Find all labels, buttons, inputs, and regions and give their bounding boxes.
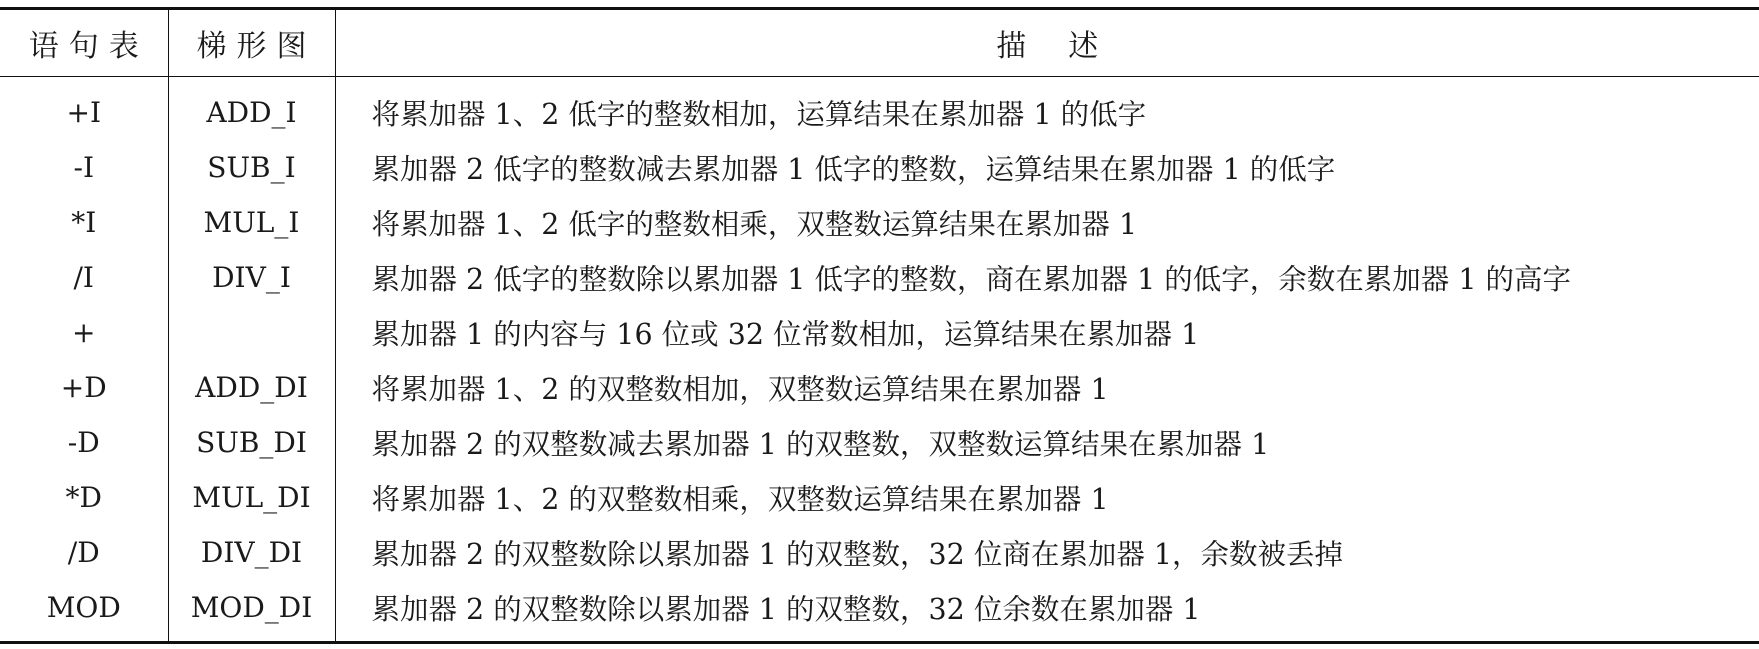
description-cell: 累加器 2 的双整数除以累加器 1 的双整数，32 位余数在累加器 1 [335,580,1759,643]
description-cell: 将累加器 1、2 的双整数相加，双整数运算结果在累加器 1 [371,373,1109,406]
instruction-table-container [0,7,1759,644]
header-description-label: 描述 [996,29,1141,64]
stl-cell: +I [0,77,168,141]
table-row [0,140,1759,195]
stl-cell: -I [0,140,168,195]
ladder-cell: MUL_I [168,195,335,250]
ladder-cell: ADD_I [168,77,335,141]
ladder-cell: SUB_I [168,140,335,195]
description-cell: 累加器 2 低字的整数除以累加器 1 低字的整数，商在累加器 1 的低字，余数在累加器 1 的高字 [371,263,1572,296]
description-cell: 累加器 2 的双整数除以累加器 1 的双整数，32 位商在累加器 1，余数被丢掉 [371,538,1344,571]
header-statement-list-label: 语句表 [28,29,149,64]
header-description [335,9,1759,77]
table-row [0,305,1759,360]
ladder-cell: MUL_DI [168,470,335,525]
ladder-cell: DIV_DI [168,525,335,580]
table-header-row [0,9,1759,77]
stl-cell: MOD [0,580,168,643]
table-row [0,415,1759,470]
table-row [0,360,1759,415]
table-row [0,250,1759,305]
table-row [0,195,1759,250]
header-ladder-diagram [168,9,335,77]
ladder-cell [168,305,335,360]
header-statement-list [0,9,168,77]
description-cell: 将累加器 1、2 的双整数相乘，双整数运算结果在累加器 1 [371,483,1109,516]
header-ladder-diagram-label: 梯形图 [196,29,317,64]
description-cell: 将累加器 1、2 低字的整数相乘，双整数运算结果在累加器 1 [371,208,1138,241]
stl-cell: *D [0,470,168,525]
ladder-cell: MOD_DI [168,580,335,643]
stl-cell: +D [0,360,168,415]
table-row [0,470,1759,525]
ladder-cell: SUB_DI [168,415,335,470]
description-cell: 将累加器 1、2 低字的整数相加，运算结果在累加器 1 的低字 [371,98,1147,131]
description-cell: 累加器 2 的双整数减去累加器 1 的双整数，双整数运算结果在累加器 1 [371,428,1270,461]
arithmetic-instruction-table [0,7,1759,644]
description-cell: 累加器 2 低字的整数减去累加器 1 低字的整数，运算结果在累加器 1 的低字 [371,153,1336,186]
stl-cell: + [0,305,168,360]
table-row [0,77,1759,141]
stl-cell: -D [0,415,168,470]
stl-cell: /I [0,250,168,305]
table-row [0,580,1759,643]
stl-cell: *I [0,195,168,250]
table-row [0,525,1759,580]
ladder-cell: DIV_I [168,250,335,305]
stl-cell: /D [0,525,168,580]
description-cell: 累加器 1 的内容与 16 位或 32 位常数相加，运算结果在累加器 1 [371,318,1200,351]
ladder-cell: ADD_DI [168,360,335,415]
